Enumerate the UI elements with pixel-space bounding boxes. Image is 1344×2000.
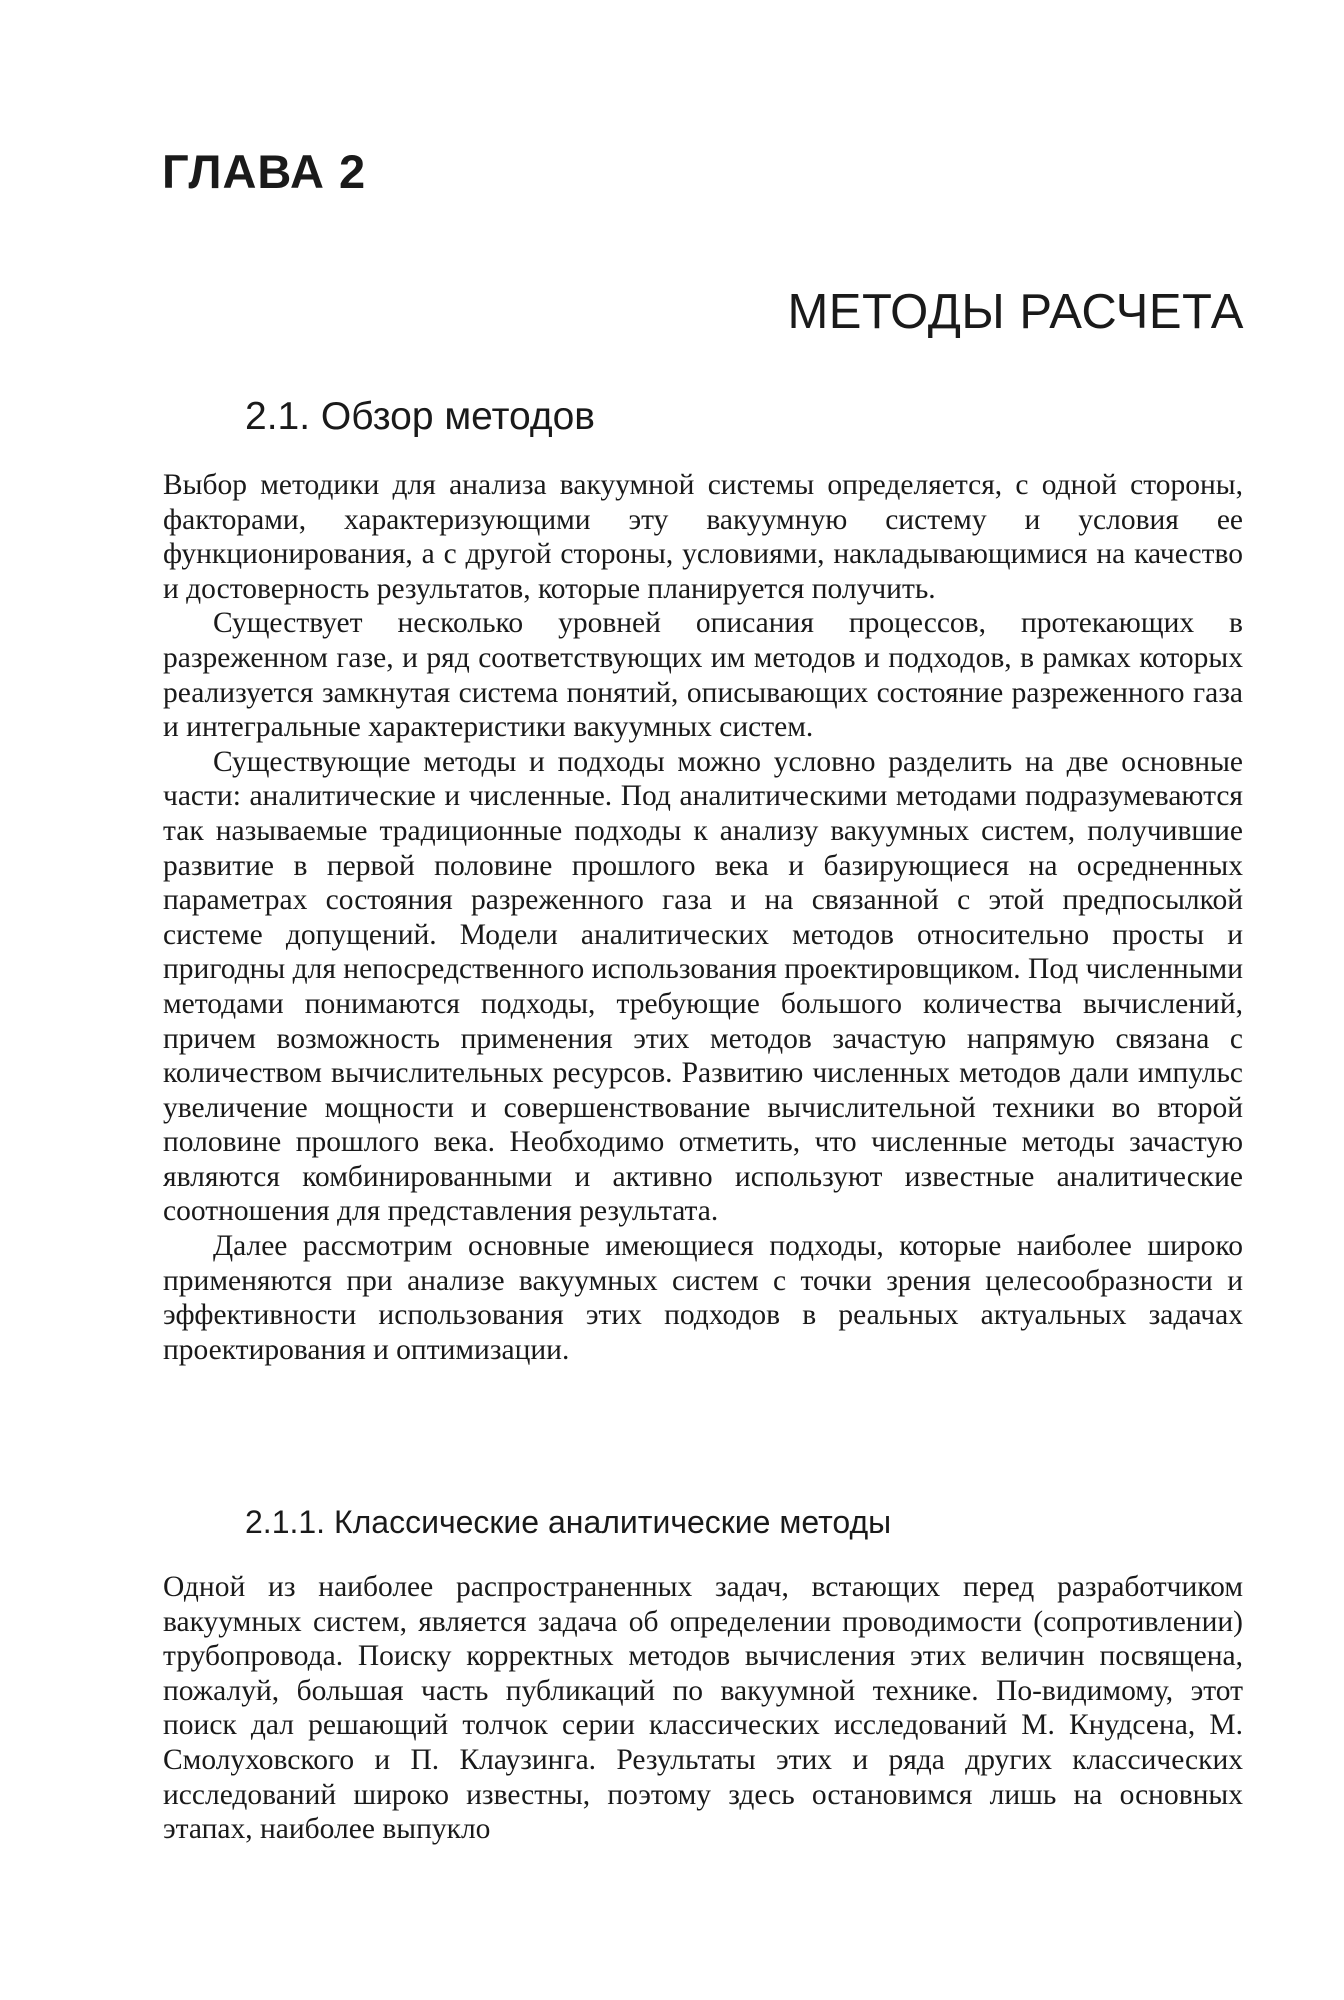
section-body	[163, 468, 1243, 1367]
paragraph: Далее рассмотрим основные имеющиеся подходы, которые наиболее широко применяются при анализе вакуумных систем с точки зрения целесообразности и эффективности использования этих подходов в реальных актуальных задачах проектирования и оптимизации.	[163, 1230, 1243, 1366]
paragraph: Существует несколько уровней описания процессов, протекающих в разреженном газе, и ряд соответствующих им методов и подходов, в рамках которых реализуется замкнутая система понятий, описывающих состояние разреженного газа и интегральные характеристики вакуумных систем.	[163, 607, 1243, 744]
subsection-title: 2.1.1. Классические аналитические методы	[245, 1504, 892, 1540]
subsection-body	[163, 1570, 1243, 1847]
chapter-title: МЕТОДЫ РАСЧЕТА	[787, 285, 1244, 339]
paragraph: Существующие методы и подходы можно условно разделить на две основные части: аналитические и численные. Под аналитическими методами подразумеваются так называемые традиционные подходы к анализу вакуумных систем, получившие развитие в первой половине прошлого века и базирующиеся на осредненных параметрах состояния разреженного газа и на связанной с этой предпосылкой системе допущений. Модели аналитических методов относительно просты и пригодны для непосредственного использования проектировщиком. Под численными методами понимаются подходы, требующие большого количества вычислений, причем возможность применения этих методов зачастую напрямую связана с количеством вычислительных ресурсов. Развитию численных методов дали импульс увеличение мощности и совершенствование вычислительной техники во второй половине прошлого века. Необходимо отметить, что численные методы зачастую являются комбинированными и активно используют известные аналитические соотношения для представления результата.	[163, 745, 1243, 1228]
paragraph: Одной из наиболее распространенных задач, встающих перед разработчиком вакуумных систем, является задача об определении проводимости (сопротивлении) трубопровода. Поиску корректных методов вычисления этих величин посвящена, пожалуй, большая часть публикаций по вакуумной технике. По-видимому, этот поиск дал решающий толчок серии классических исследований М. Кнудсена, М. Смолуховского и П. Клаузинга. Результаты этих и ряда других классических исследований широко известны, поэтому здесь остановимся лишь на основных этапах, наиболее выпукло	[163, 1571, 1243, 1846]
paragraph: Выбор методики для анализа вакуумной системы определяется, с одной стороны, факторами, характеризующими эту вакуумную систему и условия ее функционирования, а с другой стороны, условиями, накладывающимися на качество и достоверность результатов, которые планируется получить.	[163, 469, 1243, 605]
chapter-label: ГЛАВА 2	[162, 145, 367, 198]
section-title: 2.1. Обзор методов	[245, 395, 595, 438]
